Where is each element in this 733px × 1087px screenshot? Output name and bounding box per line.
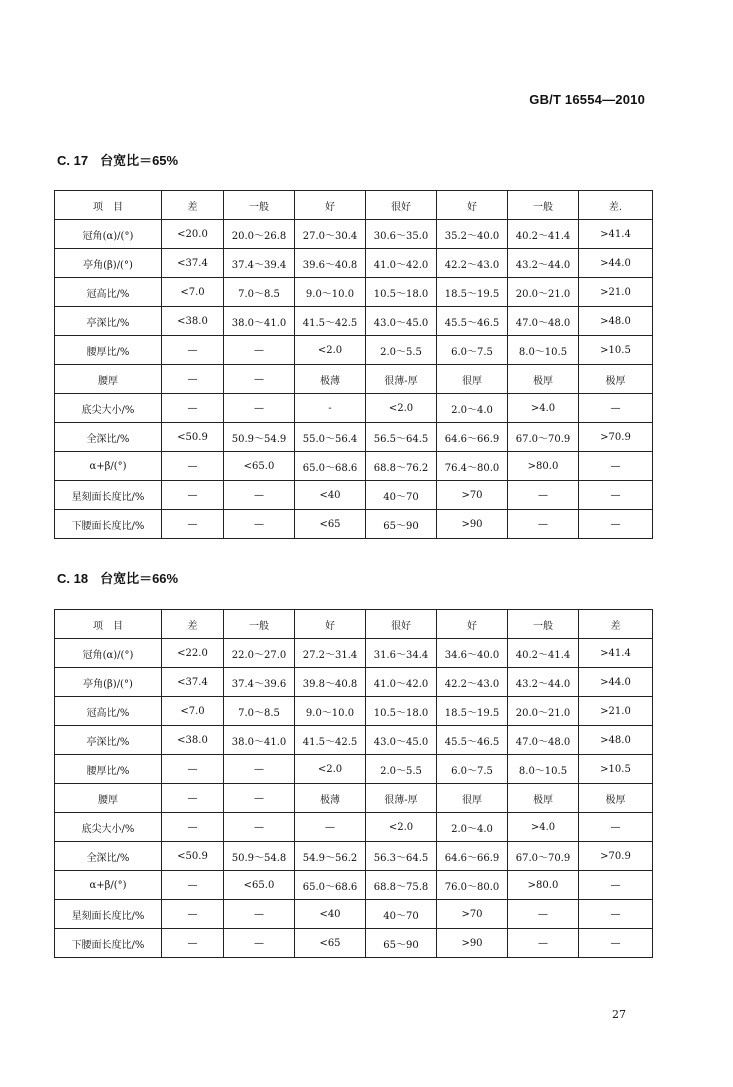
table-cell: <65 [295,929,366,958]
table-row [55,726,653,755]
table-cell: 31.6～34.4 [366,639,437,668]
table-cell: 极厚 [508,365,579,394]
table-cell: 6.0～7.5 [437,336,508,365]
table-c18 [54,609,653,958]
table-cell: <7.0 [162,697,224,726]
table-cell: — [162,755,224,784]
table-cell: <37.4 [162,249,224,278]
table-cell: — [224,755,295,784]
header-cell: 项 目 [55,191,162,220]
table-cell: — [224,394,295,423]
table-header-row [55,191,653,220]
table-body [55,191,653,539]
table-cell: 41.5～42.5 [295,307,366,336]
table-cell: 55.0～56.4 [295,423,366,452]
table-row [55,365,653,394]
table-cell: 40.2～41.4 [508,639,579,668]
row-label-cell: 亭角(β)/(°) [55,249,162,278]
table-cell: <22.0 [162,639,224,668]
table-cell: 很薄-厚 [366,784,437,813]
row-label-cell: 全深比/% [55,842,162,871]
table-cell: — [508,929,579,958]
table-row [55,394,653,423]
section-caption: 台宽比＝65% [100,153,179,168]
table-cell: 2.0～5.5 [366,755,437,784]
section-number: C. 18 [57,571,89,586]
header-cell: 差 [162,610,224,639]
row-label-cell: 腰厚 [55,365,162,394]
table-cell: 41.0～42.0 [366,668,437,697]
table-cell: >41.4 [579,220,653,249]
table-cell: 39.8～40.8 [295,668,366,697]
table-cell: 68.8～75.8 [366,871,437,900]
table-cell: — [162,394,224,423]
table-row [55,278,653,307]
table-cell: 34.6～40.0 [437,639,508,668]
header-cell: 一般 [224,191,295,220]
table-cell: — [162,900,224,929]
table-cell: 56.3～64.5 [366,842,437,871]
row-label-cell: 亭深比/% [55,726,162,755]
table-cell: 65.0～68.6 [295,452,366,481]
table-cell: 9.0～10.0 [295,278,366,307]
standard-code: GB/T 16554—2010 [529,92,645,107]
table-cell: 45.5～46.5 [437,726,508,755]
table-row [55,452,653,481]
row-label-cell: 腰厚比/% [55,755,162,784]
table-cell: — [579,394,653,423]
table-cell: — [224,336,295,365]
row-label-cell: α+β/(°) [55,452,162,481]
table-cell: 极薄 [295,365,366,394]
table-cell: 27.0～30.4 [295,220,366,249]
table-cell: 64.6～66.9 [437,842,508,871]
table-cell: <40 [295,900,366,929]
table-cell: <20.0 [162,220,224,249]
table-cell: — [224,365,295,394]
table-cell: 54.9～56.2 [295,842,366,871]
table-cell: <2.0 [366,394,437,423]
table-body [55,610,653,958]
table-cell: - [295,394,366,423]
table-cell: — [162,336,224,365]
table-cell: >80.0 [508,871,579,900]
table-cell: <38.0 [162,307,224,336]
page-number: 27 [612,1008,626,1021]
table-cell: — [224,813,295,842]
table-cell: 极薄 [295,784,366,813]
table-cell: 20.0～21.0 [508,697,579,726]
table-cell: 9.0～10.0 [295,697,366,726]
table-row [55,871,653,900]
row-label-cell: 亭深比/% [55,307,162,336]
table-cell: — [224,510,295,539]
table-cell: 30.6～35.0 [366,220,437,249]
table-cell: <50.9 [162,423,224,452]
table-cell: 22.0～27.0 [224,639,295,668]
table-cell: 极厚 [508,784,579,813]
row-label-cell: 下腰面长度比/% [55,929,162,958]
table-cell: 很厚 [437,784,508,813]
table-cell: <2.0 [295,336,366,365]
table-cell: 43.2～44.0 [508,249,579,278]
row-label-cell: 腰厚比/% [55,336,162,365]
table-cell: 7.0～8.5 [224,278,295,307]
section-caption: 台宽比＝66% [100,571,179,586]
table-cell: — [162,510,224,539]
row-label-cell: 亭角(β)/(°) [55,668,162,697]
table-cell: — [162,784,224,813]
table-cell: 2.0～4.0 [437,813,508,842]
table-header-row [55,610,653,639]
header-cell: 好 [437,191,508,220]
table-cell: 56.5～64.5 [366,423,437,452]
section-number: C. 17 [57,153,89,168]
table-cell: — [579,871,653,900]
table-cell: 很厚 [437,365,508,394]
table-cell: >48.0 [579,726,653,755]
table-row [55,697,653,726]
table-row [55,639,653,668]
table-cell: 10.5～18.0 [366,278,437,307]
table-cell: <37.4 [162,668,224,697]
header-cell: 差 [162,191,224,220]
table-cell: — [579,481,653,510]
table-cell: <38.0 [162,726,224,755]
table-cell: >90 [437,929,508,958]
table-row [55,510,653,539]
table-row [55,336,653,365]
table-c17 [54,190,653,539]
table-cell: 43.2～44.0 [508,668,579,697]
table-cell: 47.0～48.0 [508,307,579,336]
table-cell: 45.5～46.5 [437,307,508,336]
table-cell: 39.6～40.8 [295,249,366,278]
table-cell: 42.2～43.0 [437,249,508,278]
header-cell: 很好 [366,610,437,639]
row-label-cell: 冠高比/% [55,278,162,307]
table-cell: 20.0～26.8 [224,220,295,249]
table-cell: 76.0～80.0 [437,871,508,900]
table-cell: <40 [295,481,366,510]
table-cell: 2.0～4.0 [437,394,508,423]
table-cell: — [579,510,653,539]
table-cell: 68.8～76.2 [366,452,437,481]
table-cell: >80.0 [508,452,579,481]
table-cell: 10.5～18.0 [366,697,437,726]
table-cell: >70 [437,481,508,510]
row-label-cell: 全深比/% [55,423,162,452]
table-row [55,900,653,929]
table-cell: 37.4～39.4 [224,249,295,278]
table-cell: >70.9 [579,842,653,871]
table-cell: 8.0～10.5 [508,755,579,784]
row-label-cell: 冠角(α)/(°) [55,639,162,668]
table-cell: — [579,452,653,481]
table-cell: 2.0～5.5 [366,336,437,365]
table-cell: >10.5 [579,755,653,784]
header-cell: 好 [437,610,508,639]
table-row [55,929,653,958]
row-label-cell: 星刻面长度比/% [55,900,162,929]
table-cell: 20.0～21.0 [508,278,579,307]
table-cell: >48.0 [579,307,653,336]
table-cell: <2.0 [295,755,366,784]
table-cell: 38.0～41.0 [224,726,295,755]
table-cell: <50.9 [162,842,224,871]
table-cell: 18.5～19.5 [437,697,508,726]
header-cell: 好 [295,191,366,220]
table-cell: 18.5～19.5 [437,278,508,307]
table-cell: <65.0 [224,871,295,900]
table-cell: >4.0 [508,394,579,423]
table-cell: <65 [295,510,366,539]
header-cell: 很好 [366,191,437,220]
table-cell: 42.2～43.0 [437,668,508,697]
table-cell: >44.0 [579,249,653,278]
table-cell: — [162,481,224,510]
table-cell: 41.0～42.0 [366,249,437,278]
header-cell: 差 [579,610,653,639]
header-cell: 项 目 [55,610,162,639]
table-cell: 6.0～7.5 [437,755,508,784]
table-cell: 40～70 [366,481,437,510]
row-label-cell: 下腰面长度比/% [55,510,162,539]
table-cell: 37.4～39.6 [224,668,295,697]
table-cell: 38.0～41.0 [224,307,295,336]
table-cell: 40.2～41.4 [508,220,579,249]
table-cell: 65～90 [366,510,437,539]
table-cell: 40～70 [366,900,437,929]
table-cell: 64.6～66.9 [437,423,508,452]
table-row [55,784,653,813]
row-label-cell: 冠角(α)/(°) [55,220,162,249]
table-row [55,668,653,697]
table-cell: — [162,871,224,900]
table-cell: <65.0 [224,452,295,481]
table-cell: — [508,900,579,929]
table-cell: >4.0 [508,813,579,842]
table-cell: 极厚 [579,365,653,394]
table-cell: — [579,900,653,929]
table-cell: — [295,813,366,842]
table-cell: 7.0～8.5 [224,697,295,726]
row-label-cell: 底尖大小/% [55,813,162,842]
table-cell: — [162,365,224,394]
table-cell: — [224,929,295,958]
table-cell: — [224,900,295,929]
table-cell: 67.0～70.9 [508,423,579,452]
section-title-c18 [57,568,178,587]
table-cell: 41.5～42.5 [295,726,366,755]
table-cell: 67.0～70.9 [508,842,579,871]
table-cell: 50.9～54.8 [224,842,295,871]
table-row [55,813,653,842]
table-cell: <7.0 [162,278,224,307]
table-cell: 50.9～54.9 [224,423,295,452]
table-cell: 76.4～80.0 [437,452,508,481]
row-label-cell: 底尖大小/% [55,394,162,423]
table-row [55,842,653,871]
table-cell: 65～90 [366,929,437,958]
table-cell: >70 [437,900,508,929]
table-cell: 8.0～10.5 [508,336,579,365]
table-cell: — [224,481,295,510]
table-cell: <2.0 [366,813,437,842]
table-cell: 43.0～45.0 [366,726,437,755]
table-cell: >21.0 [579,278,653,307]
table-cell: — [508,481,579,510]
table-cell: 47.0～48.0 [508,726,579,755]
row-label-cell: α+β/(°) [55,871,162,900]
table-cell: — [579,929,653,958]
table-cell: >10.5 [579,336,653,365]
row-label-cell: 冠高比/% [55,697,162,726]
header-cell: 一般 [224,610,295,639]
table-cell: 35.2～40.0 [437,220,508,249]
table-cell: >44.0 [579,668,653,697]
table-cell: >21.0 [579,697,653,726]
table-row [55,249,653,278]
table-cell: — [162,929,224,958]
table-cell: 极厚 [579,784,653,813]
table-cell: — [162,452,224,481]
table-cell: 很薄-厚 [366,365,437,394]
table-cell: >70.9 [579,423,653,452]
table-row [55,423,653,452]
table-row [55,755,653,784]
table-cell: — [224,784,295,813]
table-row [55,220,653,249]
section-title-c17 [57,150,178,169]
row-label-cell: 星刻面长度比/% [55,481,162,510]
header-cell: 差. [579,191,653,220]
table-row [55,307,653,336]
header-cell: 一般 [508,610,579,639]
header-cell: 好 [295,610,366,639]
table-row [55,481,653,510]
table-cell: >41.4 [579,639,653,668]
row-label-cell: 腰厚 [55,784,162,813]
table-cell: 27.2～31.4 [295,639,366,668]
table-cell: — [508,510,579,539]
header-cell: 一般 [508,191,579,220]
table-cell: — [579,813,653,842]
table-cell: 65.0～68.6 [295,871,366,900]
table-cell: 43.0～45.0 [366,307,437,336]
table-cell: — [162,813,224,842]
table-cell: >90 [437,510,508,539]
